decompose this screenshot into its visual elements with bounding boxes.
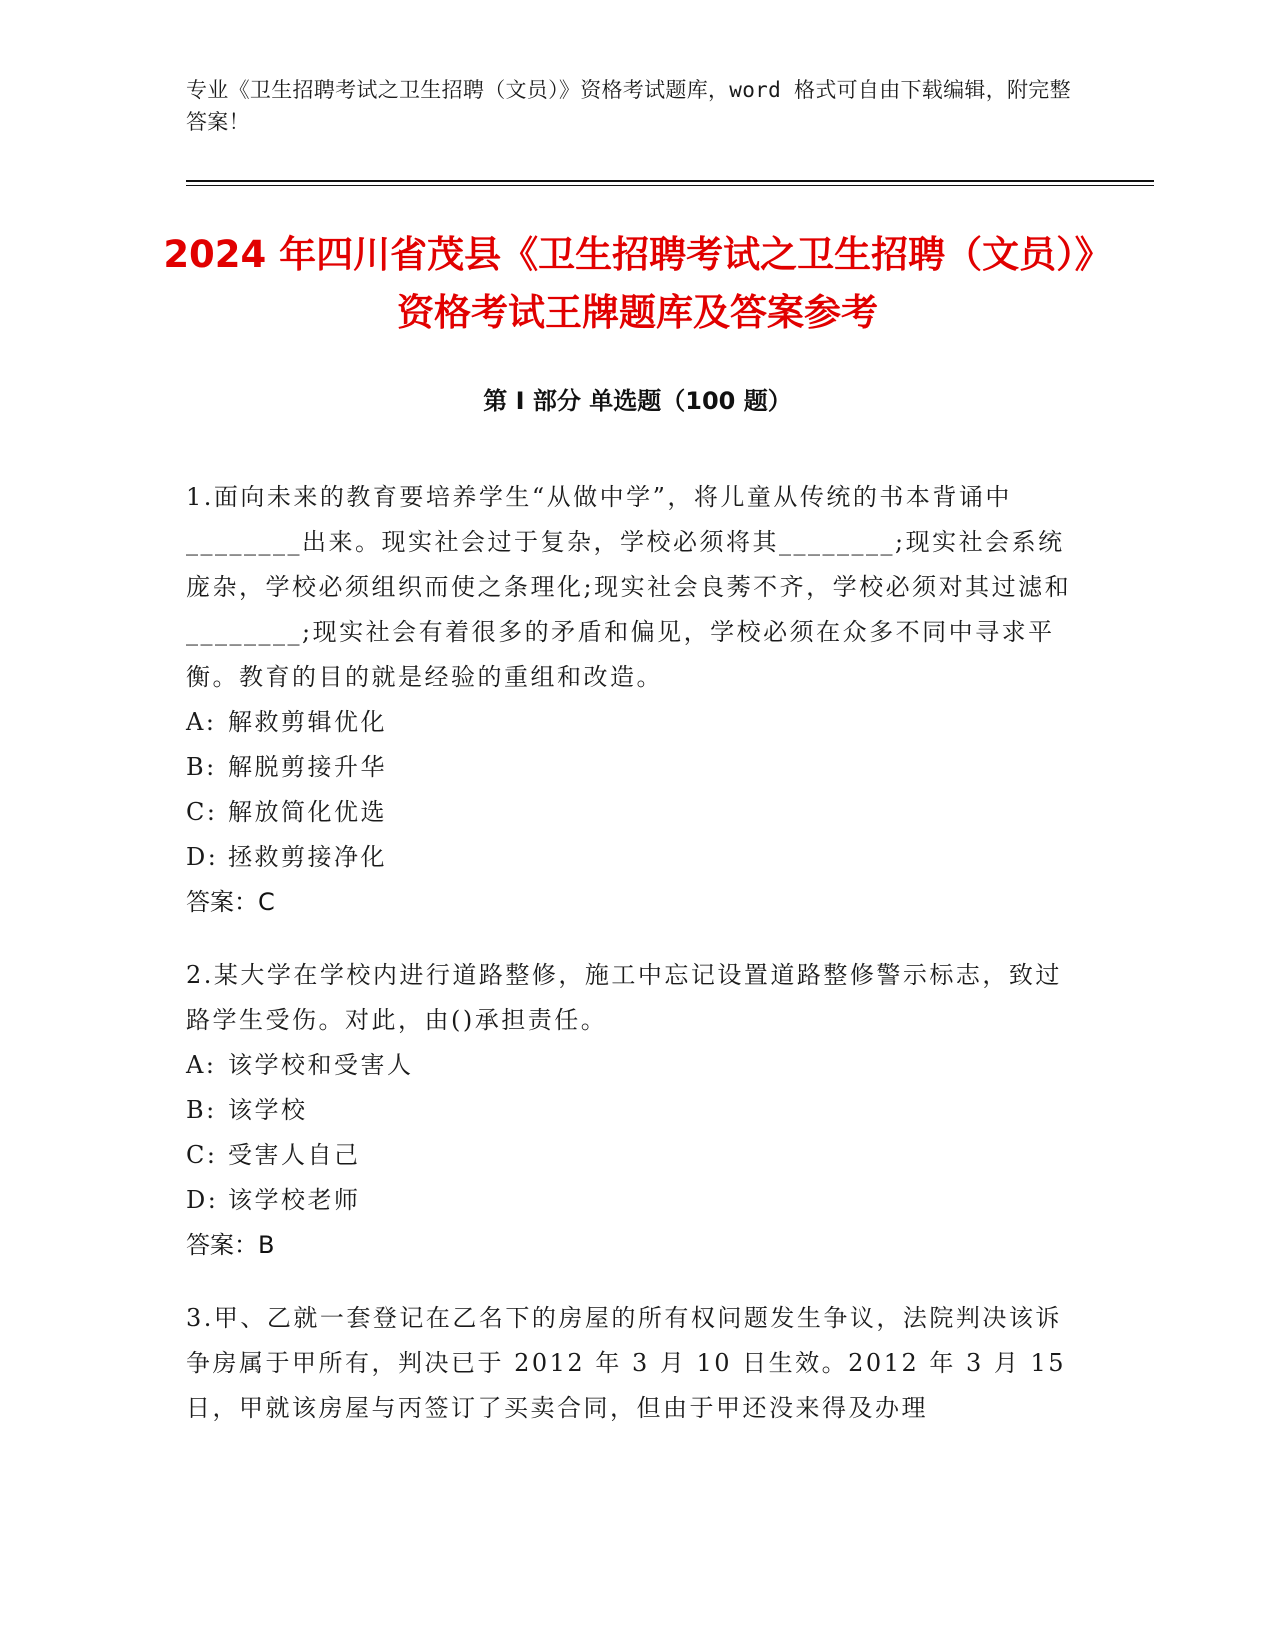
option-a [186, 700, 1076, 745]
question-stem: 3.甲、乙就一套登记在乙名下的房屋的所有权问题发生争议，法院判决该诉争房属于甲所有，判决已于 2012 年 3 月 10 日生效。2012 年 3 月 15 日，甲就该房屋与丙签订了买卖合同，但由于甲还没来得及办理 [186, 1304, 1067, 1422]
option-d [186, 835, 1076, 880]
question-3 [186, 1296, 1076, 1431]
question-1 [186, 475, 1076, 925]
option-text: 解脱剪接升华 [228, 753, 387, 781]
header-divider-thin [186, 185, 1154, 186]
option-b [186, 1088, 1076, 1133]
option-c [186, 1133, 1076, 1178]
option-letter: A: [186, 708, 217, 736]
option-text: 该学校 [228, 1096, 308, 1124]
option-text: 解救剪辑优化 [228, 708, 387, 736]
answer-line: 答案：C [186, 888, 275, 916]
option-b [186, 745, 1076, 790]
option-a [186, 1043, 1076, 1088]
option-c [186, 790, 1076, 835]
question-stem: 1.面向未来的教育要培养学生“从做中学”，将儿童从传统的书本背诵中________出来。现实社会过于复杂，学校必须将其________;现实社会系统庞杂，学校必须组织而使之条理化;现实社会良莠不齐，学校必须对其过滤和________;现实社会有着很多的矛盾和偏见，学校必须在众多不同中寻求平衡。教育的目的就是经验的重组和改造。 [186, 483, 1072, 691]
option-letter: B: [186, 753, 217, 781]
option-text: 该学校老师 [228, 1186, 361, 1214]
option-text: 受害人自己 [228, 1141, 361, 1169]
option-letter: B: [186, 1096, 217, 1124]
option-letter: D: [186, 843, 219, 871]
document-title: 2024 年四川省茂县《卫生招聘考试之卫生招聘（文员）》资格考试王牌题库及答案参考 [163, 233, 1112, 334]
option-d [186, 1178, 1076, 1223]
section-heading: 第 I 部分 单选题（100 题） [483, 387, 792, 415]
header-note: 专业《卫生招聘考试之卫生招聘（文员）》资格考试题库，word 格式可自由下载编辑，附完整答案！ [186, 78, 1071, 134]
question-stem: 2.某大学在学校内进行道路整修，施工中忘记设置道路整修警示标志，致过路学生受伤。对此，由()承担责任。 [186, 961, 1062, 1034]
option-letter: D: [186, 1186, 219, 1214]
option-letter: C: [186, 798, 218, 826]
answer-line: 答案：B [186, 1231, 275, 1259]
option-letter: C: [186, 1141, 218, 1169]
question-2 [186, 953, 1076, 1268]
option-letter: A: [186, 1051, 217, 1079]
option-text: 该学校和受害人 [228, 1051, 414, 1079]
header-divider [186, 180, 1154, 182]
option-text: 拯救剪接净化 [228, 843, 387, 871]
question-list [186, 475, 1076, 1459]
option-text: 解放简化优选 [228, 798, 387, 826]
